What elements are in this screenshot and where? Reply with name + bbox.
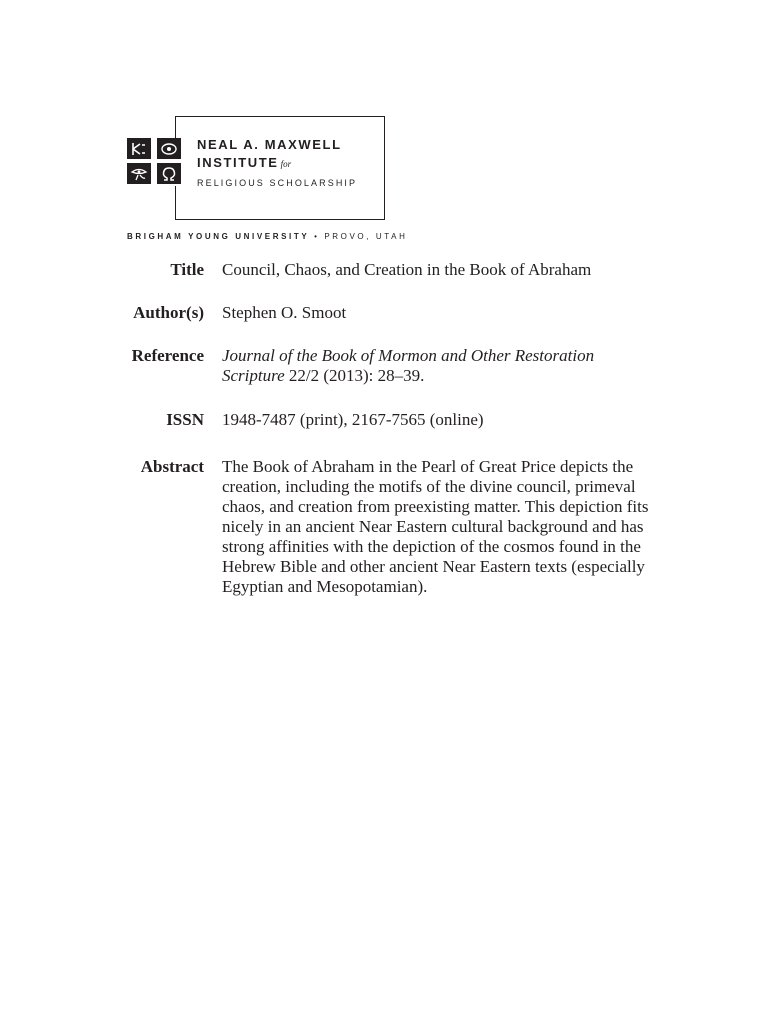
affiliation-separator: • [314,232,320,241]
hieroglyph-icon [127,138,151,159]
university-name: BRIGHAM YOUNG UNIVERSITY [127,232,310,241]
abstract-value: The Book of Abraham in the Pearl of Great Price depicts the creation, including the motifs of the divine council, primeval chaos, and creation from preexisting matter. This depiction fits nicely in an ancient Near Eastern cultural background and has strong affinities with the depiction of the cosmos found in the Hebrew Bible and other ancient Near Eastern texts (especially Egyptian and Mesopotamian). [222,457,649,596]
issn-label: ISSN [166,410,204,429]
title-value: Council, Chaos, and Creation in the Book of Abraham [222,260,592,279]
logo-institute: INSTITUTE [197,155,279,170]
author-label: Author(s) [133,303,204,322]
logo-line-3: RELIGIOUS SCHOLARSHIP [197,178,358,188]
location: PROVO, UTAH [324,232,408,241]
logo-line-2 [197,154,357,173]
eye-of-horus-icon [127,163,151,184]
reference-value [222,346,622,386]
reference-journal: Journal of the Book of Mormon and Other Restoration Scripture [222,346,595,385]
logo-for: for [280,159,292,169]
author-value: Stephen O. Smoot [222,303,347,322]
omega-icon [157,163,181,184]
affiliation-line [127,232,407,241]
logo-line-1: NEAL A. MAXWELL [197,137,342,152]
issn-value: 1948-7487 (print), 2167-7565 (online) [222,410,484,429]
cuneiform-eye-icon [157,138,181,159]
institute-logo [125,116,387,224]
reference-citation: 22/2 (2013): 28–39. [284,366,425,385]
title-label: Title [170,260,204,279]
logo-glyphs [125,138,187,186]
abstract-label: Abstract [140,457,204,476]
reference-label: Reference [131,346,204,365]
logo-text [197,136,357,191]
